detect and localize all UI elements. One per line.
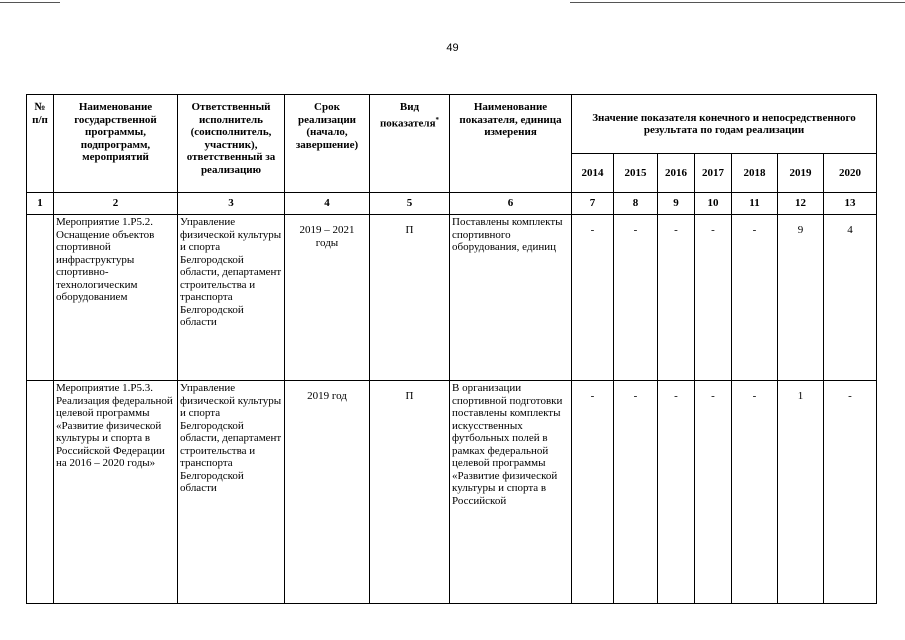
header-col-name: Наименование государственной программы, подпрограмм, мероприятий — [54, 95, 178, 193]
row-value: - — [658, 381, 695, 604]
row-term: 2019 – 2021 годы — [285, 215, 370, 381]
row-value: 9 — [778, 215, 824, 381]
header-year: 2019 — [778, 154, 824, 193]
row-value: 4 — [824, 215, 877, 381]
column-number: 6 — [450, 193, 572, 215]
row-value: - — [614, 381, 658, 604]
column-number: 2 — [54, 193, 178, 215]
column-number: 13 — [824, 193, 877, 215]
row-type: П — [370, 215, 450, 381]
table-row — [27, 381, 877, 604]
header-col-no: № п/п — [27, 95, 54, 193]
row-value: 1 — [778, 381, 824, 604]
header-year: 2020 — [824, 154, 877, 193]
column-number: 12 — [778, 193, 824, 215]
column-number: 11 — [732, 193, 778, 215]
column-number: 1 — [27, 193, 54, 215]
top-edge-line — [570, 2, 905, 3]
header-row — [27, 95, 877, 154]
row-term: 2019 год — [285, 381, 370, 604]
column-numbers-row — [27, 193, 877, 215]
column-number: 7 — [572, 193, 614, 215]
row-name: Мероприятие 1.Р5.3. Реализация федеральной целевой программы «Развитие физической культуры и спорта в Российской Федерации на 2016 – 2020 годы» — [54, 381, 178, 604]
row-value: - — [614, 215, 658, 381]
row-type: П — [370, 381, 450, 604]
row-value: - — [695, 381, 732, 604]
header-col-indicator: Наименование показателя, единица измерения — [450, 95, 572, 193]
table-row — [27, 215, 877, 381]
header-col-type-label: Вид показателя — [379, 101, 436, 130]
header-col-type — [370, 95, 450, 193]
row-executor: Управление физической культуры и спорта Белгородской области, департамент строительства и транспорта Белгородской области — [178, 215, 285, 381]
row-executor: Управление физической культуры и спорта Белгородской области, департамент строительства и транспорта Белгородской области — [178, 381, 285, 604]
column-number: 9 — [658, 193, 695, 215]
page-number: 49 — [446, 42, 459, 54]
row-value: - — [658, 215, 695, 381]
header-year: 2017 — [695, 154, 732, 193]
header-year: 2015 — [614, 154, 658, 193]
row-no — [27, 381, 54, 604]
column-number: 8 — [614, 193, 658, 215]
header-col-executor: Ответственный исполнитель (соисполнитель, участник), ответственный за реализацию — [178, 95, 285, 193]
row-name: Мероприятие 1.Р5.2. Оснащение объектов спортивной инфраструктуры спортивно-технологическим оборудованием — [54, 215, 178, 381]
row-value: - — [572, 381, 614, 604]
header-year: 2018 — [732, 154, 778, 193]
column-number: 4 — [285, 193, 370, 215]
row-value: - — [824, 381, 877, 604]
row-indicator: В организации спортивной подготовки поставлены комплекты искусственных футбольных полей в рамках федеральной целевой программы «Развитие физической культуры и спорта в Российской — [450, 381, 572, 604]
column-number: 5 — [370, 193, 450, 215]
row-value: - — [732, 381, 778, 604]
row-indicator: Поставлены комплекты спортивного оборудования, единиц — [450, 215, 572, 381]
row-value: - — [572, 215, 614, 381]
row-value: - — [732, 215, 778, 381]
row-value: - — [695, 215, 732, 381]
footnote-mark: * — [435, 115, 440, 124]
row-no — [27, 215, 54, 381]
header-year: 2016 — [658, 154, 695, 193]
top-edge-line — [0, 2, 60, 3]
indicators-table — [26, 94, 877, 604]
header-col-values-group: Значение показателя конечного и непосредственного результата по годам реализации — [572, 95, 877, 154]
header-col-term: Срок реализации (начало, завершение) — [285, 95, 370, 193]
column-number: 3 — [178, 193, 285, 215]
column-number: 10 — [695, 193, 732, 215]
header-year: 2014 — [572, 154, 614, 193]
